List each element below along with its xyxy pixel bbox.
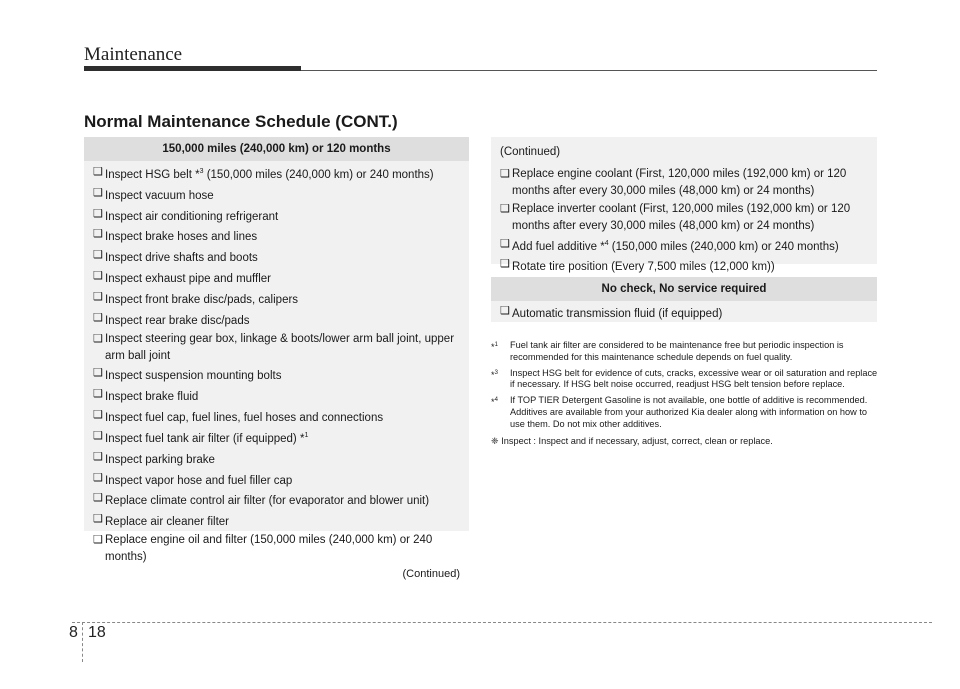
header-rule-thick [84,66,301,71]
panel-heading: 150,000 miles (240,000 km) or 120 months [84,137,469,161]
checklist-item [93,408,460,425]
footnote-ref: 1 [304,431,309,439]
checkbox-icon: ❑ [93,450,103,463]
checkbox-icon: ❑ [93,228,103,241]
schedule-panel-continued [491,137,877,274]
checklist-item [500,237,868,254]
checklist-item [93,533,460,564]
item-text: Inspect rear brake disc/pads [105,314,250,327]
item-text: Inspect air conditioning refrigerant [105,210,279,223]
item-text: Inspect fuel tank air filter (if equipped) * [105,432,305,445]
footnote-number: 4 [494,397,498,404]
checkbox-icon: ❑ [93,429,103,442]
checklist-item [500,257,868,274]
schedule-list [491,301,877,331]
item-text: Replace inverter coolant (First, 120,000 miles (192,000 km) or 120 months after every 30,000 miles (48,000 km) or 24 months) [512,202,851,232]
footnote-ref: 4 [604,239,609,247]
item-text: Inspect vacuum hose [105,189,214,202]
checklist-item [93,165,460,182]
item-text: Inspect steering gear box, linkage & boots/lower arm ball joint, upper arm ball joint [105,332,455,362]
checkbox-icon: ❑ [93,270,103,283]
checkbox-icon: ❑ [93,249,103,262]
checklist-item [93,186,460,203]
checkbox-icon: ❑ [93,311,103,324]
item-text-suffix: (150,000 miles (240,000 km) or 240 months) [203,168,434,181]
item-text: Inspect HSG belt * [105,168,200,181]
item-text: Add fuel additive * [512,240,605,253]
checkbox-icon: ❑ [500,237,510,250]
item-text: Replace engine coolant (First, 120,000 miles (192,000 km) or 120 months after every 30,000 miles (48,000 km) or 24 months) [512,168,847,197]
footnote-asterisk: * [491,369,495,380]
footnote-text: Inspect HSG belt for evidence of cuts, cracks, excessive wear or oil saturation and replace if necessary. If HSG belt noise occurred, readjust HSG belt tension before replace. [510,367,878,390]
section-number: 8 [69,624,78,641]
footnote-asterisk: * [491,342,495,353]
section-label: Maintenance [84,44,183,65]
no-service-panel [491,277,877,322]
item-text: Inspect brake hoses and lines [105,231,258,244]
item-text-suffix: (150,000 miles (240,000 km) or 240 months) [608,240,839,253]
footnote-text: Fuel tank air filter are considered to be maintenance free but periodic inspection is recommended for this maintenance schedule depends on fuel quality. [510,340,844,362]
checkbox-icon: ❑ [500,258,510,271]
checklist-item [93,269,460,286]
checklist-item [500,304,868,321]
checkbox-icon: ❑ [93,492,103,505]
footer-divider [82,622,83,662]
checkbox-icon: ❑ [93,207,103,220]
item-text: Inspect drive shafts and boots [105,252,258,265]
footer-rule [72,622,932,623]
footnote [491,368,879,392]
item-text: Rotate tire position (Every 7,500 miles (12,000 km)) [512,261,775,274]
checkbox-icon: ❑ [93,332,103,345]
panel-heading: No check, No service required [491,277,877,301]
checklist-item [93,227,460,244]
checkbox-icon: ❑ [93,534,103,547]
checkbox-icon: ❑ [500,168,510,180]
checkbox-icon: ❑ [93,409,103,422]
item-text: Replace engine oil and filter (150,000 miles (240,000 km) or 240 months) [105,534,433,563]
continued-label: (Continued) [500,146,561,158]
item-text: Inspect vapor hose and fuel filler cap [105,474,293,487]
checklist-item [93,387,460,404]
item-text: Inspect front brake disc/pads, calipers [105,293,299,306]
footnote-number: 1 [494,342,498,348]
footnote-number: 3 [494,369,498,376]
schedule-list [84,161,469,586]
footnote-ref: 3 [199,168,204,175]
checkbox-icon: ❑ [93,290,103,303]
checklist-item [93,366,460,383]
checkbox-icon: ❑ [93,513,103,526]
checkbox-icon: ❑ [93,166,103,178]
footnote [491,340,879,364]
footnote-mark [491,340,498,354]
item-text: Inspect parking brake [105,453,215,466]
item-text: Replace air cleaner filter [105,516,230,529]
checklist-item [500,167,868,198]
footnotes [491,340,879,447]
footnote-text: If TOP TIER Detergent Gasoline is not available, one bottle of additive is recommended. Additives are available from your authorized Kia dealer along with information on how to use them. Do not mix other additives. [510,395,868,429]
checkbox-icon: ❑ [500,202,510,215]
item-text: Inspect suspension mounting bolts [105,370,282,383]
checkbox-icon: ❑ [93,186,103,199]
continued-label: (Continued) [402,567,460,580]
item-text: Inspect exhaust pipe and muffler [105,272,272,285]
checklist-item [93,290,460,307]
checkbox-icon: ❑ [500,305,510,317]
footnote [491,395,879,430]
page-title: Normal Maintenance Schedule (CONT.) [84,112,398,131]
checklist-item [93,471,460,488]
schedule-panel-150k [84,137,469,580]
footnote-mark [491,395,498,409]
checklist-item [93,491,460,508]
checklist-item [93,512,460,529]
inspect-note: ❈ Inspect : Inspect and if necessary, adjust, correct, clean or replace. [491,435,773,446]
checklist-item [93,429,460,446]
checklist-item [93,207,460,224]
schedule-list [500,167,868,274]
checklist-item [93,311,460,328]
item-text: Inspect fuel cap, fuel lines, fuel hoses and connections [105,411,384,424]
page-number: 18 [88,624,106,641]
checkbox-icon: ❑ [93,367,103,380]
item-text: Automatic transmission fluid (if equipped) [512,307,723,320]
footnote-asterisk: * [491,397,495,408]
checklist-item [500,202,868,233]
header-rule-thin [301,70,877,71]
footnote-mark [491,368,498,382]
checklist-item [93,450,460,467]
checkbox-icon: ❑ [93,388,103,401]
checklist-item [93,248,460,265]
checklist-item [93,332,460,363]
item-text: Replace climate control air filter (for evaporator and blower unit) [105,495,430,508]
item-text: Inspect brake fluid [105,391,199,404]
checkbox-icon: ❑ [93,471,103,484]
